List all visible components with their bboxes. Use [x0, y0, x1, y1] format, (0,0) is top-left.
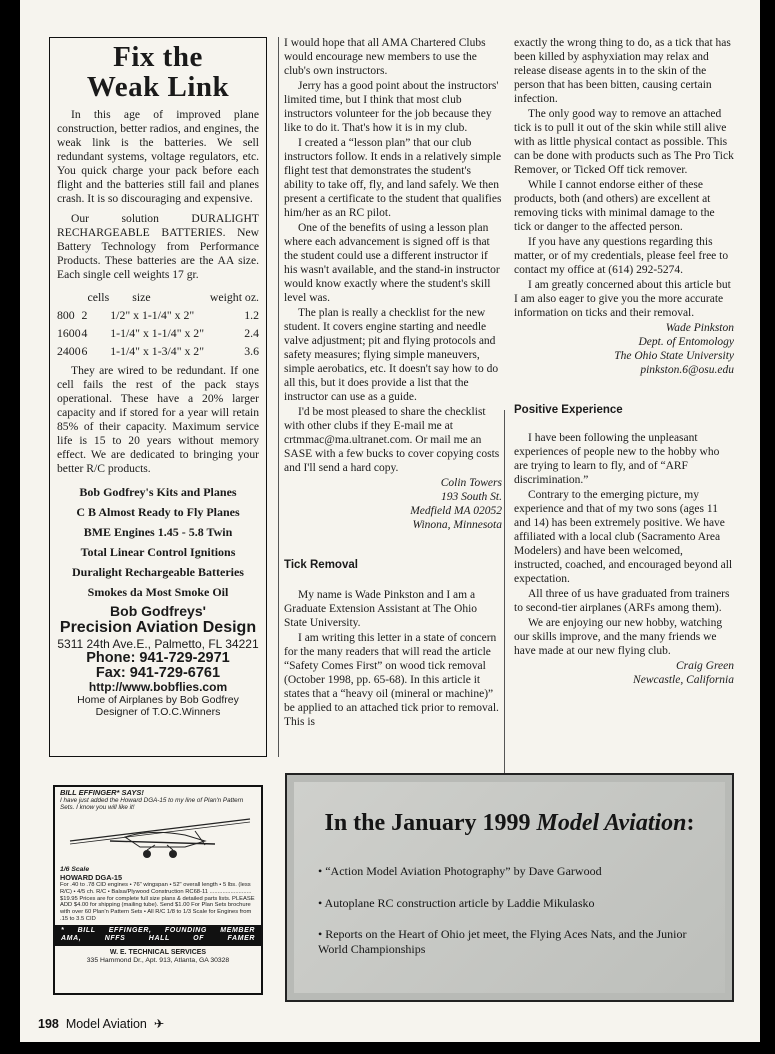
page-footer [38, 1016, 164, 1031]
letter-signature: Wade Pinkston Dept. of Entomology The Ohio State University pinkston.6@osu.edu [614, 322, 734, 376]
product-item: Duralight Rechargeable Batteries [72, 565, 244, 579]
ad-paragraph: In this age of improved plane construction, better radios, and engines, the weak link is the batteries. We sell redundant systems, voltage regulators, etc. You quick charge your pack before each flight and the batteries still fail and planes crash. It is so discouraging and expensive. [57, 108, 259, 205]
eff-specs: For .40 to .78 CID engines • 76" wingspan • 52" overall length • 5 lbs. (less R/C) • 4/5 ch. R/C • Balsa/Plywood Construction RC68-11 .......................... $19.95 Prices are for complete full size plans & detailed parts lists. PLEASE ADD $4.00 for shipping (mailing tube). Send $1.00 For Plan Sets brochure with over 60 Plan'n Pattern Sets • All R/C 1/8 to 1/3 Scale for Engines from .15 to 3.5 CID [60, 882, 255, 922]
company-title: Precision Aviation Design [59, 619, 257, 636]
eff-intro: I have just added the Howard DGA-15 to my line of Plan'n Pattern Sets. I know you will like it! [60, 797, 244, 811]
product-item: C B Almost Ready to Fly Planes [76, 505, 240, 519]
page-number: 198 [38, 1017, 59, 1031]
letters-column-right: exactly the wrong thing to do, as a tick that has been killed by asphyxiation may relax and release disease agents in to the skin of the person that has been bitten, causing certain infection. The only good way to remove an attached tick is to pull it out of the skin while still alive with as little physical contact as possible. This can be done with products such as The Pro Tick Remover, or Ticked Off tick remover. While I cannot endorse either of these products, both (and others) are excellent at removing ticks with minimal damage to the tick or danger to the affected person. If you have any questions regarding this matter, or of my credentials, please feel free to contact my office at (614) 292-5274. I am greatly concerned about this article but I am also eager to give you the more accurate information on ticks and their removal. Wade Pinkston Dept. of Entomology The Ohio State University pinkston.6@osu.edu Positive Experience I have been following the unpleasant experiences of people new to the hobby who are trying to learn to fly, and of “ARF discrimination.” Contrary to the emerging picture, my experience and that of my two sons (ages 11 and 14) has been extremely positive. We have affiliated with a local club (Sacramento Area Modelers) and have been welcomed, instructed, coached, and encouraged beyond all expectation. All three of us have graduated from trainers to second-tier airplanes (ARFs among them). We are enjoying our new hobby, watching our skills improve, and the many friends we have made at our new flying club. Craig Green Newcastle, California [514, 37, 734, 686]
section-heading: Positive Experience [514, 404, 623, 416]
effinger-advertisement [53, 785, 263, 995]
eff-scale: 1/6 Scale [60, 866, 90, 873]
ad-headline: Fix the Weak Link [86, 41, 230, 103]
column-divider [504, 410, 505, 780]
magazine-name: Model Aviation [65, 1017, 147, 1031]
magazine-page [20, 0, 760, 1042]
promo-box [285, 773, 734, 1002]
letters-column-middle: I would hope that all AMA Chartered Clubs would encourage new members to use the club's own instructors. Jerry has a good point about the instructors' limited time, but I think that most club instructors volunteer for the job because they like to do it. That's how it is in my club. I created a “lesson plan” that our club instructors follow. It ends in a relatively simple flight test that demonstrates the student's ability to take off, fly, and land safely. We then present a certificate to the student that qualifies him/her as an RC pilot. One of the benefits of using a lesson plan where each advancement is signed off is that the student could use a different instructor if his wasn't available, and the stand-in instructor would know exactly where the student's skill level was. The plan is really a checklist for the new student. It covers engine starting and needle valve adjustment; pit and flying protocols and safety measures; flying simple maneuvers, simple aerobatics, etc. It doesn't say how to do all this, but it does provide a list that the instructor can use as a guide. I'd be most pleased to share the checklist with other clubs if they E-mail me at crtmmac@ma.ultranet.com. Or mail me an SASE with a few bucks to cover copying costs and I'll send a hard copy. Colin Towers 193 South St. Medfield MA 02052 Winona, Minnesota Tick Removal My name is Wade Pinkston and I am a Graduate Extension Assistant at The Ohio State University. I am writing this letter in a state of concern for the many readers that will read the article “Safety Comes First” on wood tick removal (October 1998, pp. 65-68). In this article it states that a “heavy oil (mineral or machine)” be applied to an attached tick prior to removal. This is [284, 37, 502, 728]
product-list [57, 482, 259, 602]
company-phone: Phone: 941-729-2971 [86, 650, 230, 666]
column-divider [278, 37, 279, 757]
airplane-icon: ✈ [150, 1017, 165, 1031]
product-item: Bob Godfrey's Kits and Planes [79, 485, 237, 499]
ad-paragraph: Our solution DURALIGHT RECHARGEABLE BATTERIES. New Battery Technology from Performance Products. These batteries are the AA size. Each single cell weights 17 gr. [57, 212, 259, 281]
company-tagline: Home of Airplanes by Bob Godfrey [77, 694, 239, 706]
promo-item: • Reports on the Heart of Ohio jet meet, the Flying Aces Nats, and the Junior World Championships [318, 927, 687, 956]
letter-signature: Craig Green Newcastle, California [633, 660, 734, 686]
company-fax: Fax: 941-729-6761 [95, 665, 221, 681]
promo-item: • “Action Model Aviation Photography” by Dave Garwood [318, 864, 602, 878]
table-row: 2400 6 1-1/4" x 1-3/4" x 2" 3.6 [57, 344, 259, 358]
airplane-illustration [55, 811, 261, 861]
battery-advertisement [49, 37, 267, 757]
eff-company: W. E. TECHNICAL SERVICES [109, 948, 207, 956]
ad-paragraph: They are wired to be redundant. If one cell fails the rest of the pack stays operational. These have a 20% larger capacity and if stored for a year will retain 85% of their capacity. Maximum service life is 15 to 20 years without memory effect. We are dedicated to bringing your better R/C products. [57, 364, 259, 475]
company-tagline: Designer of T.O.C.Winners [95, 706, 221, 718]
table-row: 800 2 1/2" x 1-1/4" x 2" 1.2 [57, 308, 259, 322]
eff-header: BILL EFFINGER* SAYS! [60, 788, 144, 797]
product-item: Smokes da Most Smoke Oil [87, 585, 229, 599]
promo-title: In the January 1999 Model Aviation: [324, 810, 695, 836]
table-row: 1600 4 1-1/4" x 1-1/4" x 2" 2.4 [57, 326, 259, 340]
table-header-row: cells size weight oz. [87, 290, 259, 304]
eff-address: 335 Hammond Dr., Apt. 913, Atlanta, GA 30328 [86, 956, 230, 964]
product-item: BME Engines 1.45 - 5.8 Twin [83, 525, 233, 539]
letter-signature: Colin Towers 193 South St. Medfield MA 02052 Winona, Minnesota [410, 477, 502, 531]
company-name: Bob Godfreys' [110, 603, 206, 619]
section-heading: Tick Removal [284, 559, 358, 571]
company-url: http://www.bobflies.com [88, 680, 228, 694]
battery-table [57, 288, 259, 360]
eff-model: HOWARD DGA-15 [60, 873, 123, 882]
promo-item: • Autoplane RC construction article by Laddie Mikulasko [318, 896, 595, 910]
eff-band: * BILL EFFINGER, FOUNDING MEMBER AMA, NFFS HALL OF FAMER [55, 925, 261, 946]
product-item: Total Linear Control Ignitions [80, 545, 236, 559]
company-address: 5311 24th Ave.E., Palmetto, FL 34221 [57, 637, 259, 651]
